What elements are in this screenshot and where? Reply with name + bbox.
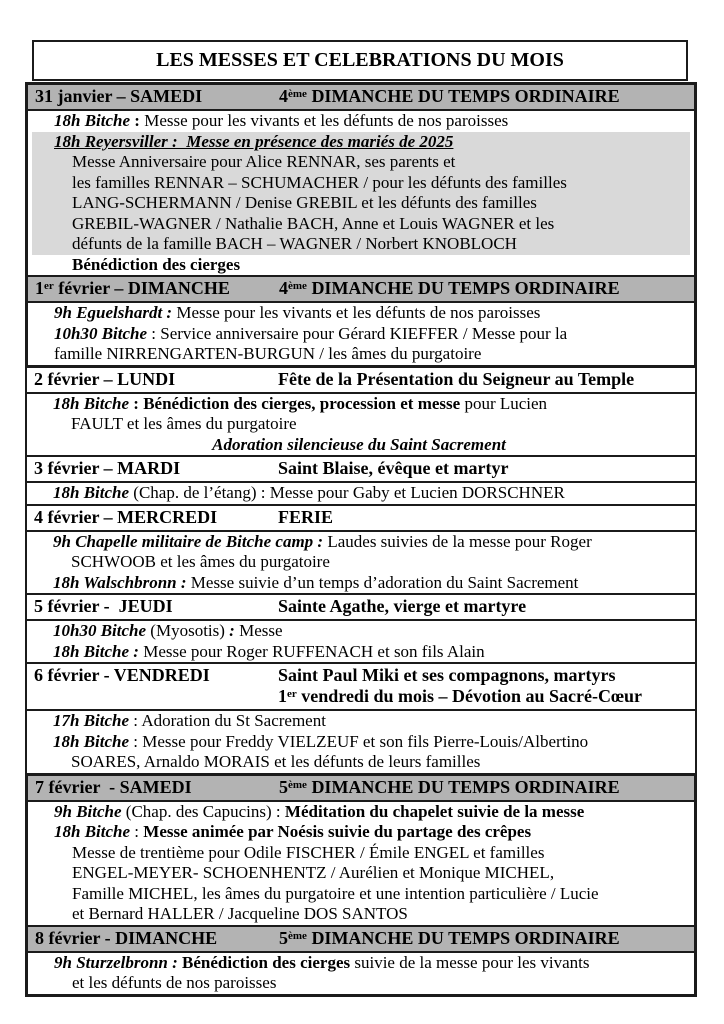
text-segment: défunts de la famille BACH – WAGNER / Norbert KNOBLOCH [72,234,517,253]
text-segment: : [130,822,144,841]
text-segment: Messe pour les vivants et les défunts de nos paroisses [172,303,541,322]
text-segment: Messe suivie d’un temps d’adoration du Saint Sacrement [186,572,579,592]
day-header-row [27,368,695,394]
text-segment: DIMANCHE DU TEMPS ORDINAIRE [306,86,620,106]
text-segment: Messe animée par Noésis suivie du partage des crêpes [143,822,532,841]
text-segment: Bénédiction des cierges [182,952,351,972]
superscript-text: ème [288,929,307,942]
mass-line [28,255,694,276]
mass-line [27,752,695,773]
text-segment: : [130,111,145,130]
text-segment: 4 février – MERCREDI [34,506,218,527]
text-segment: 18h Bitche [53,393,130,413]
mass-line [28,904,694,925]
mass-line [27,394,695,415]
superscript-text: er [44,280,54,292]
text-segment: 1 [35,278,44,298]
mass-line [27,642,695,663]
page-title: LES MESSES ET CELEBRATIONS DU MOIS [156,49,564,71]
mass-line [32,173,690,194]
mass-line [28,884,694,905]
text-segment: 18h Bitche [54,111,131,130]
mass-line [27,621,695,642]
day-header-row [27,455,695,483]
day-header-row [28,776,694,802]
text-segment: : [129,393,144,413]
day-feast [278,458,691,479]
text-segment: 9h Bitche [54,801,122,821]
day-feast [279,278,690,299]
text-segment: 10h30 Bitche [54,323,148,343]
mass-line [28,822,694,843]
mass-line [27,483,695,504]
text-segment: les familles RENNAR – SCHUMACHER / pour les défunts des familles [72,172,567,192]
day-feast [278,665,691,707]
day-date [35,928,279,949]
day-date [35,278,279,299]
text-segment: 31 janvier – SAMEDI [35,86,203,106]
mass-line [28,324,694,345]
text-segment: et les défunts de nos paroisses [72,973,277,992]
mass-line [27,711,695,732]
text-segment: 5 février - JEUDI [34,596,173,616]
text-segment: Messe Anniversaire pour Alice RENNAR, ses parents et [72,152,456,171]
mass-line [32,214,690,235]
text-segment: Saint Blaise, évêque et martyr [278,458,509,478]
text-segment: 7 février - SAMEDI [35,776,192,797]
text-segment: Bénédiction des cierges, procession et messe [143,393,461,413]
text-segment: 2 février – LUNDI [34,368,176,389]
day-feast [279,928,690,949]
day-feast [278,369,691,390]
mass-line [32,193,690,214]
text-segment: Adoration silencieuse du Saint Sacrement [212,434,506,454]
day-date [35,86,279,107]
day-header-row [27,662,695,711]
text-segment: Bénédiction des cierges [72,254,241,274]
text-segment: Sainte Agathe, vierge et martyre [278,596,527,616]
feast-title [279,928,690,949]
text-segment: suivie de la messe pour les vivants [350,952,590,972]
text-segment: : Service anniversaire pour Gérard KIEFFER / Messe pour la [147,323,568,343]
text-segment: ENGEL-MEYER- SCHOENHENTZ / Aurélien et Monique MICHEL, [72,863,555,882]
text-segment: 8 février - DIMANCHE [35,927,218,948]
schedule-block [25,773,697,997]
text-segment: Famille MICHEL, les âmes du purgatoire et une intention particulière / Lucie [72,883,599,903]
day-feast [278,596,691,617]
mass-line [28,843,694,864]
text-segment: 1 [278,686,287,706]
superscript-text: ème [288,88,307,100]
day-date [34,507,278,528]
feast-title [278,369,691,390]
text-segment: Méditation du chapelet suivie de la messe [284,801,585,821]
text-segment: FAULT et les âmes du purgatoire [71,414,297,433]
text-segment: Messe pour les vivants et les défunts de nos paroisses [144,111,509,130]
text-segment: : Messe pour Freddy VIELZEUF et son fils Pierre-Louis/Albertino [129,731,589,751]
text-segment: 5 [279,776,288,797]
mass-line [27,732,695,753]
feast-title [279,86,690,107]
text-segment: Messe de trentième pour Odile FISCHER / Émile ENGEL et familles [72,842,545,862]
feast-title [278,596,691,617]
text-segment: LANG-SCHERMANN / Denise GREBIL et les défunts des familles [72,193,537,212]
text-segment: SOARES, Arnaldo MORAIS et les défunts de leurs familles [71,752,481,771]
day-feast [279,777,690,798]
mass-line [28,973,694,994]
text-segment: 18h Bitche [53,483,130,502]
text-segment: : Adoration du St Sacrement [129,711,326,730]
mass-line [28,863,694,884]
text-segment: (Chap. de l’étang) : Messe pour Gaby et Lucien DORSCHNER [129,483,565,502]
day-date [34,596,278,617]
day-feast [279,86,690,107]
feast-subtitle [278,686,691,707]
text-segment: Messe pour Roger RUFFENACH et son fils Alain [138,641,485,661]
mass-line [27,435,695,456]
superscript-text: ème [288,778,307,791]
text-segment: (Chap. des Capucins) : [121,801,285,821]
day-header-row [28,925,694,953]
text-segment: Laudes suivies de la messe pour Roger [323,531,592,551]
mass-line [28,111,694,132]
day-date [34,665,278,686]
text-segment: Messe [234,621,283,640]
feast-title [278,507,691,528]
text-segment: Saint Paul Miki et ses compagnons, martyrs [278,665,616,685]
text-segment: GREBIL-WAGNER / Nathalie BACH, Anne et Louis WAGNER et les [72,213,555,233]
document-title-box [32,40,688,81]
text-segment: et Bernard HALLER / Jacqueline DOS SANTOS [72,904,408,923]
mass-line [32,132,690,153]
text-segment: 9h Sturzelbronn : [54,952,183,972]
text-segment: 3 février – MARDI [34,458,181,478]
text-segment: 18h Reyersviller : Messe en présence des mariés de 2025 [54,131,454,151]
schedule-block [25,82,697,368]
day-date [35,777,279,798]
mass-line [28,802,694,823]
text-segment: 4 [279,86,288,106]
mass-line [28,953,694,974]
mass-line [27,573,695,594]
text-segment: FERIE [278,506,334,527]
day-header-row [28,275,694,303]
schedule-table [25,82,697,997]
text-segment: Fête de la Présentation du Seigneur au Temple [278,368,635,389]
day-feast [278,507,691,528]
mass-line [32,234,690,255]
mass-line [27,552,695,573]
mass-line [28,303,694,324]
schedule-block [25,368,697,773]
text-segment: 5 [279,927,288,948]
text-segment: SCHWOOB et les âmes du purgatoire [71,552,330,571]
text-segment: vendredi du mois – Dévotion au Sacré-Cœur [296,686,642,706]
text-segment: 4 [279,278,288,298]
text-segment: 18h Bitche : [53,641,139,661]
text-segment: février – DIMANCHE [53,278,230,298]
feast-title [279,278,690,299]
day-header-row [27,593,695,621]
day-header-row [27,504,695,532]
text-segment: (Myosotis) [146,621,230,640]
text-segment: DIMANCHE DU TEMPS ORDINAIRE [306,776,620,797]
text-segment: 6 février - VENDREDI [34,665,210,685]
day-date [34,369,278,390]
feast-title [279,777,690,798]
text-segment: pour Lucien [460,393,548,413]
text-segment: 18h Bitche [53,731,130,751]
text-segment: famille NIRRENGARTEN-BURGUN / les âmes du purgatoire [54,344,482,363]
feast-title [278,665,691,686]
feast-title [278,458,691,479]
text-segment: 9h Chapelle militaire de Bitche camp : [53,531,324,551]
text-segment: DIMANCHE DU TEMPS ORDINAIRE [306,278,620,298]
text-segment: : [229,621,235,640]
text-segment: 17h Bitche [53,711,130,730]
text-segment: 10h30 Bitche [53,621,147,640]
text-segment: DIMANCHE DU TEMPS ORDINAIRE [306,927,620,948]
mass-line [27,532,695,553]
text-segment: 18h Bitche [54,822,131,841]
superscript-text: ème [288,280,307,292]
mass-line [32,152,690,173]
text-segment: 18h Walschbronn : [53,572,187,592]
mass-line [27,414,695,435]
mass-line [28,344,694,365]
superscript-text: er [287,688,297,700]
day-header-row [28,85,694,111]
text-segment: 9h Eguelshardt : [54,303,173,322]
day-date [34,458,278,479]
